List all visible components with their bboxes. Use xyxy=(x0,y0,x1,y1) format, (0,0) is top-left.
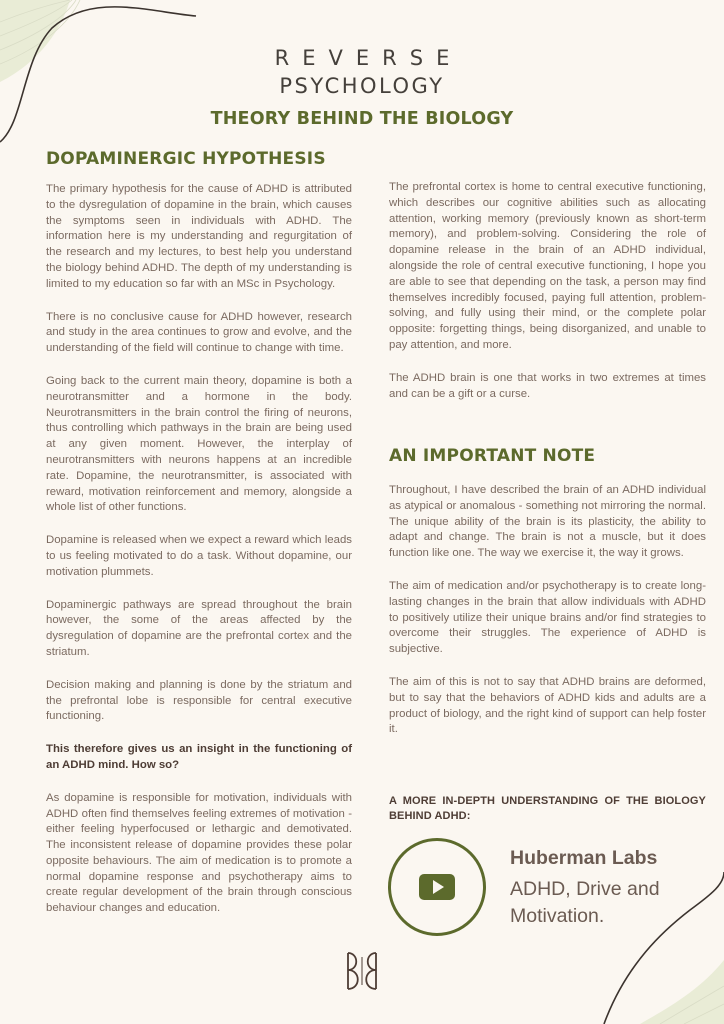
paragraph: There is no conclusive cause for ADHD however, research and study in the area continues to grow and evolve, and the understanding of the field will continue to change with time. xyxy=(46,310,352,355)
paragraph: Going back to the current main theory, dopamine is both a neurotransmitter and a hormone in the body. Neurotransmitters in the brain control the firing of neurons, thus controlling which pathways in the brain are being used at any given moment. However, the interplay of neurotransmitters with neurons happens at an incredible rate. Dopamine, the neurotransmitter, is associated with reward, motivation reinforcement and memory, alongside a whole list of other functions. xyxy=(46,374,352,514)
paragraph: Throughout, I have described the brain of an ADHD individual as atypical or anomalous - something not mirroring the normal. The unique ability of the brain is its plasticity, the ability to adapt and change. The brain is not a muscle, but it does function like one. The way we exercise it, the way it grows. xyxy=(389,484,706,560)
paragraph: Dopaminergic pathways are spread throughout the brain however, the some of the areas affected by the dysregulation of dopamine are the prefrontal cortex and the striatum. xyxy=(46,598,352,658)
insight-question: This therefore gives us an insight in the functioning of an ADHD mind. How so? xyxy=(46,743,352,771)
left-column xyxy=(46,182,352,934)
paragraph: The prefrontal cortex is home to central executive functioning, which describes our cognitive abilities such as allocating attention, working memory (previously known as short-term memory), and problem-solving. Considering the role of dopamine release in the brain of an ADHD individual, alongside the role of central executive functioning, I hope you are able to see that depending on the task, a person may find themselves incredibly focused, paying full attention, problem-solving, and fully using their mind, or the complete polar opposite: forgetting things, being disorganized, and unable to pay attention, and more. xyxy=(389,181,706,351)
heading-dopaminergic-hypothesis: DOPAMINERGIC HYPOTHESIS xyxy=(46,149,326,169)
brand-name-line2: PSYCHOLOGY xyxy=(279,74,445,98)
paragraph: The aim of this is not to say that ADHD brains are deformed, but to say that the behaviors of ADHD kids and adults are a product of biology, and the right kind of support can help foster it. xyxy=(389,675,706,736)
paragraph: Dopamine is released when we expect a reward which leads to us feeling motivated to do a task. Without dopamine, our motivation plummets. xyxy=(46,534,352,578)
play-triangle-icon[interactable] xyxy=(433,880,444,894)
brand-logo-icon xyxy=(345,951,379,991)
brand-name-line1: REVERSE xyxy=(274,46,463,70)
video-title[interactable]: ADHD, Drive and Motivation. xyxy=(510,878,660,927)
page-subtitle: THEORY BEHIND THE BIOLOGY xyxy=(210,109,514,129)
paragraph: As dopamine is responsible for motivation, individuals with ADHD often find themselves feeling extremes of motivation - either feeling hyperfocused or lethargic and demotivated. The inconsistent release of dopamine provides these polar opposite behaviours. The aim of medication is to promote a normal dopamine response and psychotherapy aims to create regular development of the brain through conscious behaviour changes and education. xyxy=(46,791,352,915)
paragraph: Decision making and planning is done by the striatum and the prefrontal lobe is responsible for central executive functioning. xyxy=(46,678,352,723)
paragraph: The aim of medication and/or psychotherapy is to create long-lasting changes in the brain that allow individuals with ADHD to positively utilize their unique brains and/or find strategies to overcome their struggles. The experience of ADHD is subjective. xyxy=(389,579,706,656)
paragraph: The primary hypothesis for the cause of ADHD is attributed to the dysregulation of dopamine in the brain, which causes the symptoms seen in individuals with ADHD. The information here is my understanding and regurgitation of the research and my lectures, to best help you understand the biology behind ADHD. The depth of my understanding is limited to my education so far with an MSc in Psychology. xyxy=(46,183,352,290)
video-link-card[interactable] xyxy=(388,838,708,938)
heading-important-note: AN IMPORTANT NOTE xyxy=(389,446,596,466)
paragraph: The ADHD brain is one that works in two extremes at times and can be a gift or a curse. xyxy=(389,371,706,400)
right-column-top xyxy=(389,180,706,419)
deep-dive-label: A MORE IN-DEPTH UNDERSTANDING OF THE BIOLOGY BEHIND ADHD: xyxy=(389,795,706,822)
video-channel-name[interactable]: Huberman Labs xyxy=(510,847,658,869)
right-column-bottom xyxy=(389,483,706,755)
